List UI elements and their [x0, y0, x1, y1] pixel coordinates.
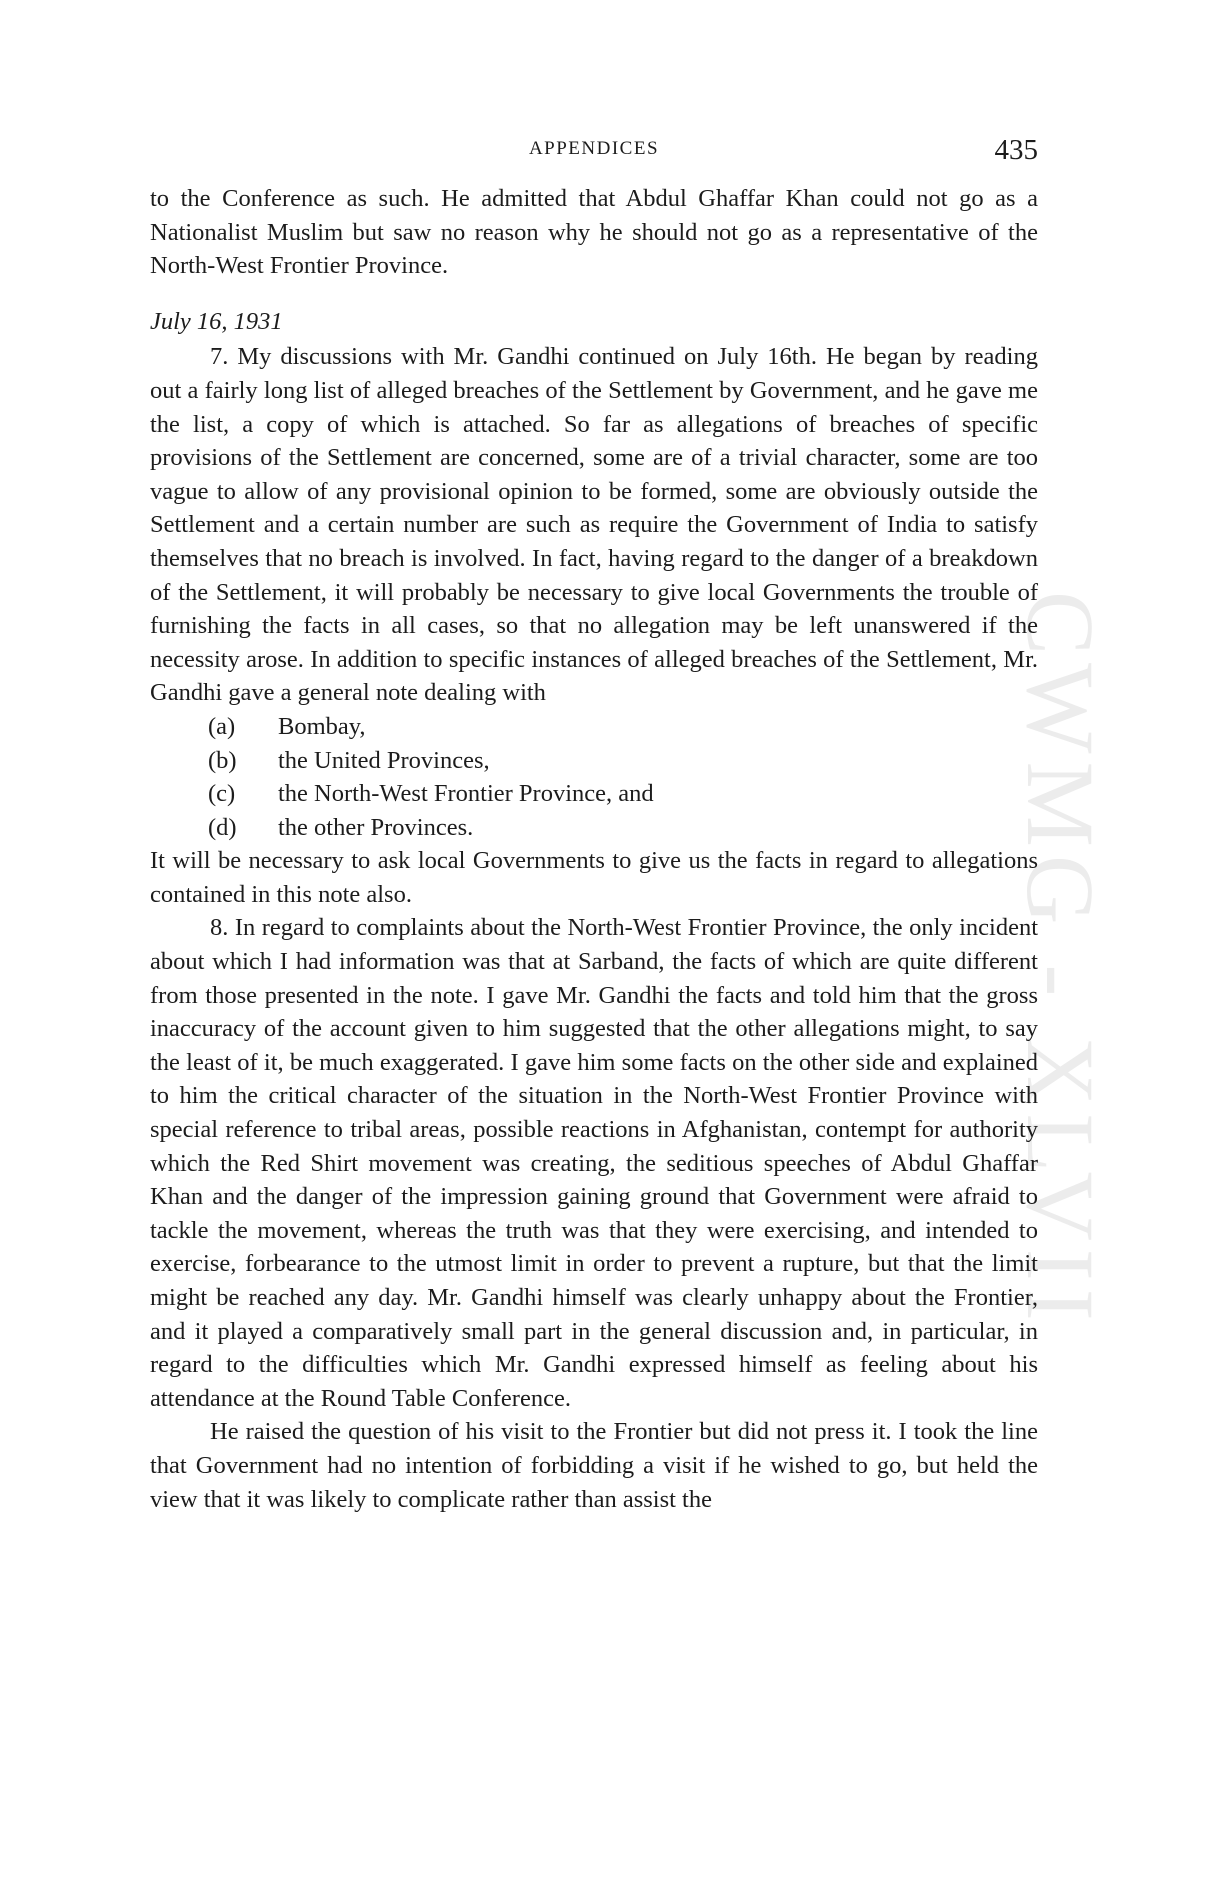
list-marker: (a) [208, 712, 236, 740]
list-marker: (b) [208, 746, 237, 774]
dateline: July 16, 1931 [150, 307, 283, 335]
list-item [150, 710, 1038, 744]
page-body [150, 182, 1038, 1516]
provinces-list [150, 710, 1038, 844]
list-marker: (c) [208, 780, 236, 808]
list-item [150, 744, 1038, 778]
paragraph-continuation: to the Conference as such. He admitted that Abdul Ghaffar Khan could not go as a Nationalist Muslim but saw no reason why he should not go as a representative of the North-West Frontier Province. [150, 185, 1038, 280]
list-marker: (d) [208, 813, 237, 841]
list-item-text: Bombay, [278, 712, 366, 740]
watermark: CWMG - XLVII [1007, 591, 1114, 1329]
list-item-text: the United Provinces, [278, 746, 490, 774]
list-item [150, 777, 1038, 811]
page-number: 435 [994, 134, 1038, 166]
paragraph-note: It will be necessary to ask local Governments to give us the facts in regard to allegations contained in this note also. [150, 847, 1038, 908]
paragraph-7: 7. My discussions with Mr. Gandhi continued on July 16th. He began by reading out a fairly long list of alleged breaches of the Settlement by Government, and he gave me the list, a copy of which is attached. So far as allegations of breaches of specific provisions of the Settlement are concerned, some are of a trivial character, some are too vague to allow of any provisional opinion to be formed, some are obviously outside the Settlement and a certain number are such as require the Government of India to satisfy themselves that no breach is involved. In fact, having regard to the danger of a breakdown of the Settlement, it will probably be necessary to give local Governments the trouble of furnishing the facts in all cases, so that no allegation may be left unanswered if the necessity arose. In addition to specific instances of alleged breaches of the Settlement, Mr. Gandhi gave a general note dealing with [150, 343, 1038, 707]
paragraph-visit: He raised the question of his visit to the Frontier but did not press it. I took the line that Government had no intention of forbidding a visit if he wished to go, but held the view that it was likely to complicate rather than assist the [150, 1418, 1038, 1513]
list-item-text: the other Provinces. [278, 813, 474, 841]
page-header [150, 134, 1038, 174]
running-head: APPENDICES [528, 138, 660, 159]
list-item-text: the North-West Frontier Province, and [278, 780, 654, 808]
list-item [150, 811, 1038, 845]
paragraph-8: 8. In regard to complaints about the North-West Frontier Province, the only incident about which I had information was that at Sarband, the facts of which are quite different from those presented in the note. I gave Mr. Gandhi the facts and told him that the gross inaccuracy of the account given to him suggested that the other allegations might, to say the least of it, be much exaggerated. I gave him some facts on the other side and explained to him the critical character of the situation in the North-West Frontier Province with special reference to tribal areas, possible reactions in Afghanistan, contempt for authority which the Red Shirt movement was creating, the seditious speeches of Abdul Ghaffar Khan and the danger of the impression gaining ground that Government were afraid to tackle the movement, whereas the truth was that they were exercising, and intended to exercise, forbearance to the utmost limit in order to prevent a rupture, but that the limit might be reached any day. Mr. Gandhi himself was clearly unhappy about the Frontier, and it played a comparatively small part in the general discussion and, in particular, in regard to the difficulties which Mr. Gandhi expressed himself as feeling about his attendance at the Round Table Conference. [150, 914, 1038, 1412]
